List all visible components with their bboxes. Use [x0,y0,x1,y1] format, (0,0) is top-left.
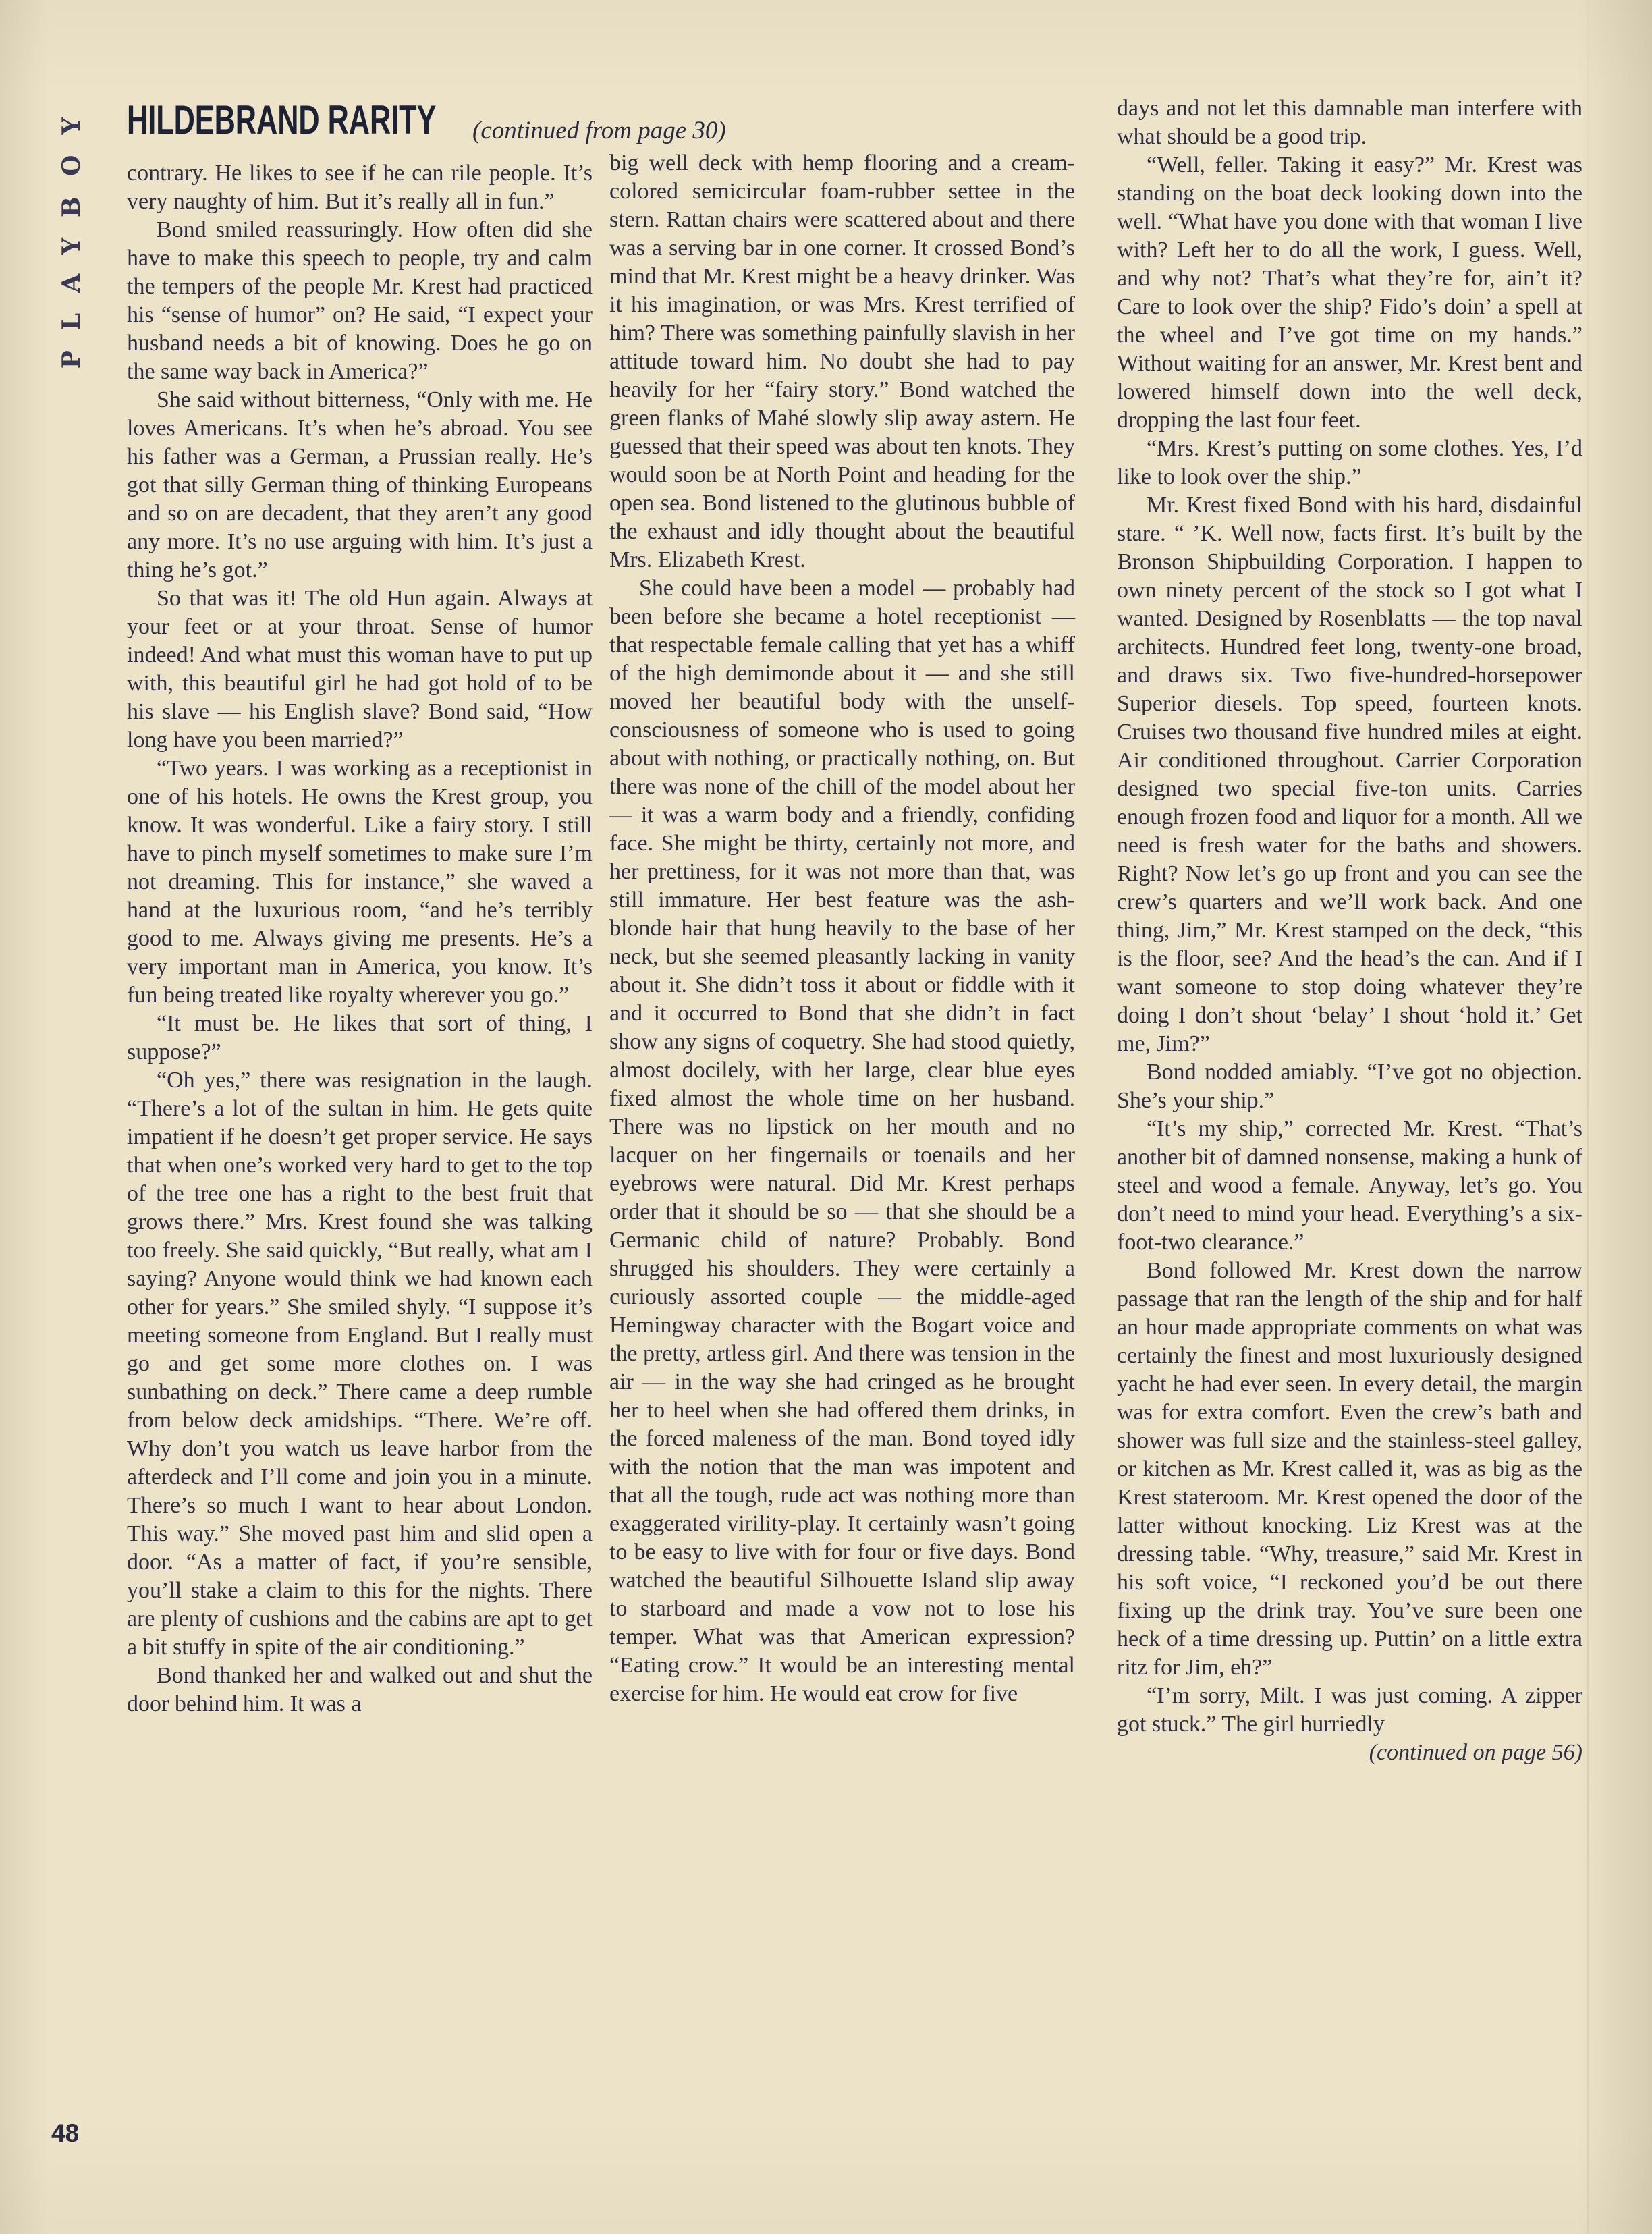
paragraph: “Mrs. Krest’s putting on some clothes. Yes, I’d like to look over the ship.” [1117,436,1582,489]
page-edge-crease [1587,0,1589,2234]
paragraph: Bond followed Mr. Krest down the narrow passage that ran the length of the ship and for half an hour made appropriate comments on what was certainly the finest and most luxuriously designed yacht he had ever seen. In every detail, the margin was for extra comfort. Even the crew’s bath and shower was full size and the stainless-steel galley, or kitchen as Mr. Krest called it, was as big as the Krest stateroom. Mr. Krest opened the door of the latter without knocking. Liz Krest was at the dressing table. “Why, treasure,” said Mr. Krest in his soft voice, “I reckoned you’d be out there fixing up the drink tray. You’ve sure been one heck of a time dressing up. Puttin’ on a little extra ritz for Jim, eh?” [1117,1258,1582,1680]
magazine-spine-text: PLAYBOY [57,97,86,369]
paragraph: So that was it! The old Hun again. Always at your feet or at your throat. Sense of humor indeed! And what must this woman have to put up with, this beautiful girl he had got hold of to be his slave — his English slave? Bond said, “How long have you been married?” [127,586,593,753]
page-number: 48 [51,2119,80,2147]
continued-from-note: (continued from page 30) [472,117,726,144]
paragraph: “It must be. He likes that sort of thing, I suppose?” [127,1011,593,1064]
paragraph: “I’m sorry, Milt. I was just coming. A zipper got stuck.” The girl hurriedly [1117,1683,1582,1737]
article-title: HILDEBRAND RARITY [127,97,437,142]
text-column-1 [127,159,593,1718]
paragraph: contrary. He likes to see if he can rile people. It’s very naughty of him. But it’s really all in fun.” [127,161,593,214]
paragraph: She said without bitterness, “Only with me. He loves Americans. It’s when he’s abroad. You see his father was a German, a Prussian really. He’s got that silly German thing of thinking Europeans and so on are decadent, that they aren’t any good any more. It’s no use arguing with him. It’s just a thing he’s got.” [127,387,593,582]
text-column-2 [609,149,1075,1708]
paragraph: Bond smiled reassuringly. How often did she have to make this speech to people, try and calm the tempers of the people Mr. Krest had practiced his “sense of humor” on? He said, “I expect your husband needs a bit of knowing. Does he go on the same way back in America?” [127,217,593,384]
paragraph: She could have been a model — probably had been before she became a hotel receptionist — that respectable female calling that yet has a whiff of the high demimonde about it — and she still moved her beautiful body with the unself-consciousness of someone who is used to going about with nothing, or practically nothing, on. But there was none of the chill of the model about her — it was a warm body and a friendly, confiding face. She might be thirty, certainly not more, and her prettiness, for it was not more than that, was still immature. Her best feature was the ash-blonde hair that hung heavily to the base of her neck, but she seemed pleasantly lacking in vanity about it. She didn’t toss it about or fiddle with it and it occurred to Bond that she didn’t in fact show any signs of coquetry. She had stood quietly, almost docilely, with her large, clear blue eyes fixed almost the whole time on her husband. There was no lipstick on her mouth and no lacquer on her fingernails or toenails and her eyebrows were natural. Did Mr. Krest perhaps order that it should be so — that she should be a Germanic child of nature? Probably. Bond shrugged his shoulders. They were certainly a curiously assorted couple — the middle-aged Hemingway character with the Bogart voice and the pretty, artless girl. And there was tension in the air — in the way she had cringed as he brought her to heel when she had offered them drinks, in the forced maleness of the man. Bond toyed idly with the notion that the man was impotent and that all the tough, rude act was nothing more than exaggerated virility-play. It certainly wasn’t going to be easy to live with for four or five days. Bond watched the beautiful Silhouette Island slip away to starboard and made a vow not to lose his temper. What was that American expression? “Eating crow.” It would be an interesting mental exercise for him. He would eat crow for five [609,576,1075,1706]
paragraph: “It’s my ship,” corrected Mr. Krest. “That’s another bit of damned nonsense, making a hunk of steel and wood a female. Anyway, let’s go. You don’t need to mind your head. Everything’s a six-foot-two clearance.” [1117,1116,1582,1255]
paragraph: “Oh yes,” there was resignation in the laugh. “There’s a lot of the sultan in him. He gets quite impatient if he doesn’t get proper service. He says that when one’s worked very hard to get to the top of the tree one has a right to the best fruit that grows there.” Mrs. Krest found she was talking too freely. She said quickly, “But really, what am I saying? Anyone would think we had known each other for years.” She smiled shyly. “I suppose it’s meeting someone from England. But I really must go and get some more clothes on. I was sunbathing on deck.” There came a deep rumble from below deck amidships. “There. We’re off. Why don’t you watch us leave harbor from the afterdeck and I’ll come and join you in a minute. There’s so much I want to hear about London. This way.” She moved past him and slid open a door. “As a matter of fact, if you’re sensible, you’ll stake a claim to this for the nights. There are plenty of cushions and the cabins are apt to get a bit stuffy in spite of the air conditioning.” [127,1068,593,1660]
text-column-3 [1117,94,1582,1767]
paragraph: “Two years. I was working as a receptionist in one of his hotels. He owns the Krest group, you know. It was wonderful. Like a fairy story. I still have to pinch myself sometimes to make sure I’m not dreaming. This for instance,” she waved a hand at the luxurious room, “and he’s terribly good to me. Always giving me presents. He’s a very important man in America, you know. It’s fun being treated like royalty wherever you go.” [127,756,593,1008]
paragraph: Bond nodded amiably. “I’ve got no objection. She’s your ship.” [1117,1060,1582,1113]
continued-on-note: (continued on page 56) [1369,1740,1582,1765]
paragraph: big well deck with hemp flooring and a cream-colored semicircular foam-rubber settee in the stern. Rattan chairs were scattered about and there was a serving bar in one corner. It crossed Bond’s mind that Mr. Krest might be a heavy drinker. Was it his imagination, or was Mrs. Krest terrified of him? There was something painfully slavish in her attitude toward him. No doubt she had to pay heavily for her “fairy story.” Bond watched the green flanks of Mahé slowly slip away astern. He guessed that their speed was about ten knots. They would soon be at North Point and heading for the open sea. Bond listened to the glutinous bubble of the exhaust and idly thought about the beautiful Mrs. Elizabeth Krest. [609,151,1075,572]
paragraph: Mr. Krest fixed Bond with his hard, disdainful stare. “ ’K. Well now, facts first. It’s built by the Bronson Shipbuilding Corporation. I happen to own ninety percent of the stock so I got what I wanted. Designed by Rosenblatts — the top naval architects. Hundred feet long, twenty-one broad, and draws six. Two five-hundred-horsepower Superior diesels. Top speed, fourteen knots. Cruises two thousand five hundred miles at eight. Air conditioned throughout. Carrier Corporation designed two special five-ton units. Carries enough frozen food and liquor for a month. All we need is fresh water for the baths and showers. Right? Now let’s go up front and you can see the crew’s quarters and we’ll work back. And one thing, Jim,” Mr. Krest stamped on the deck, “this is the floor, see? And the head’s the can. And if I want someone to stop doing whatever they’re doing I don’t shout ‘belay’ I shout ‘hold it.’ Get me, Jim?” [1117,493,1582,1056]
paragraph: days and not let this damnable man interfere with what should be a good trip. [1117,96,1582,149]
paragraph: Bond thanked her and walked out and shut the door behind him. It was a [127,1663,593,1716]
paragraph: “Well, feller. Taking it easy?” Mr. Krest was standing on the boat deck looking down into the well. “What have you done with that woman I live with? Left her to do all the work, I guess. Well, and why not? That’s what they’re for, ain’t it? Care to look over the ship? Fido’s doin’ a spell at the wheel and I’ve got time on my hands.” Without waiting for an answer, Mr. Krest bent and lowered himself down into the well deck, dropping the last four feet. [1117,153,1582,433]
